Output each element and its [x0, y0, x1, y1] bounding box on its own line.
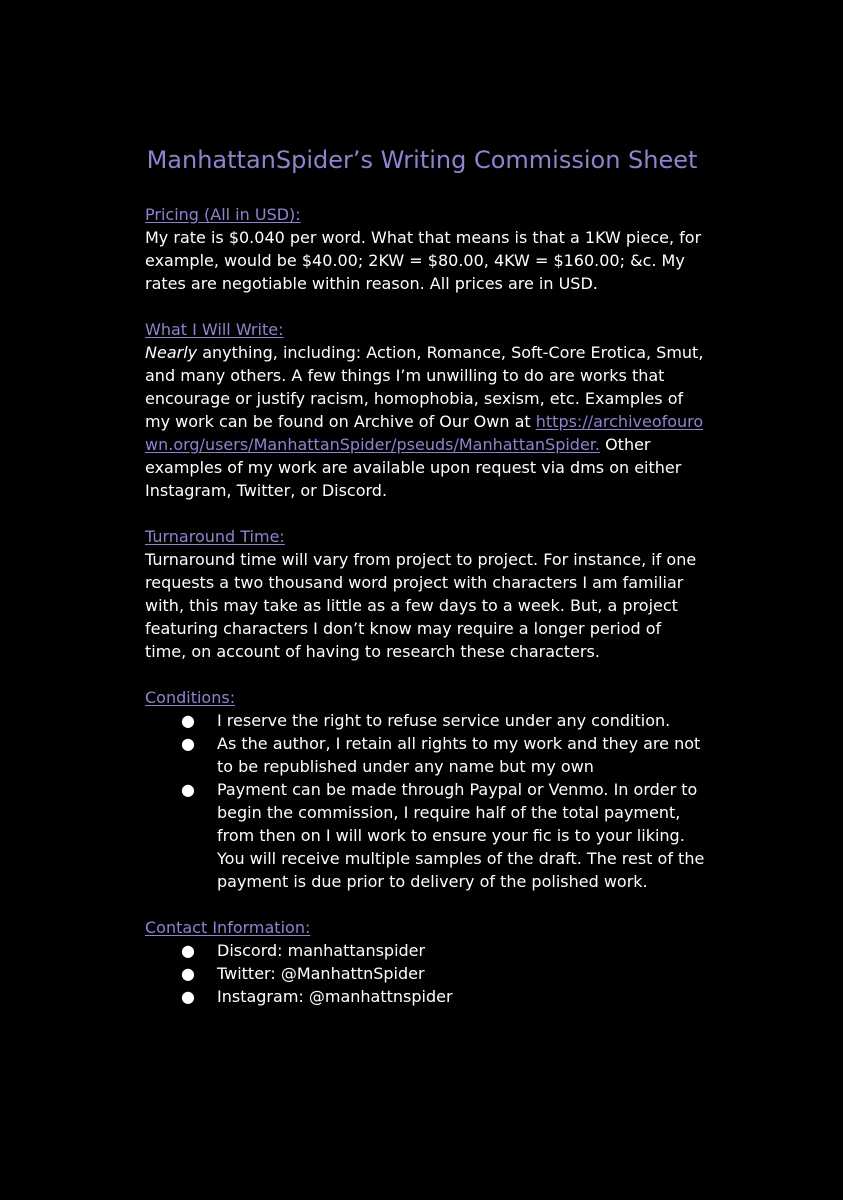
condition-item [145, 778, 705, 893]
bullet-icon: ● [181, 711, 195, 730]
bullet-icon: ● [181, 941, 195, 960]
contact-list [145, 939, 705, 1008]
pricing-text: My rate is $0.040 per word. What that means is that a 1KW piece, for example, would be $40.00; 2KW = $80.00, 4KW = $160.00; &c. My rates are negotiable within reason. All prices are in USD. [145, 228, 702, 293]
conditions-heading: Conditions: [145, 688, 236, 707]
contact-item-twitter [145, 962, 705, 985]
contact-heading: Contact Information: [145, 918, 311, 937]
bullet-icon: ● [181, 987, 195, 1006]
what-i-will-write-text-part-2: Other examples of my work are available upon request via dms on either Instagram, Twitter, or Discord. [145, 435, 682, 500]
condition-item [145, 732, 705, 778]
contact-text: Twitter: @ManhattnSpider [217, 964, 425, 983]
conditions-section [145, 686, 705, 893]
condition-text: As the author, I retain all rights to my work and they are not to be republished under any name but my own [217, 734, 701, 776]
emphasis-word: Nearly [145, 343, 198, 362]
turnaround-heading: Turnaround Time: [145, 527, 285, 546]
what-i-will-write-heading: What I Will Write: [145, 320, 284, 339]
commission-sheet [145, 140, 705, 1008]
turnaround-text: Turnaround time will vary from project to project. For instance, if one requests a two thousand word project with characters I am familiar with, this may take as little as a few days to a week. But, a project featuring characters I don’t know may require a longer period of time, on account of having to research these characters. [145, 550, 697, 661]
condition-item [145, 709, 705, 732]
condition-text: Payment can be made through Paypal or Venmo. In order to begin the commission, I require half of the total payment, from then on I will work to ensure your fic is to your liking. You will receive multiple samples of the draft. The rest of the payment is due prior to delivery of the polished work. [217, 780, 705, 891]
what-i-will-write-text [145, 341, 705, 502]
pricing-heading: Pricing (All in USD): [145, 205, 301, 224]
contact-text: Discord: manhattanspider [217, 941, 426, 960]
contact-section [145, 916, 705, 1008]
contact-item-instagram [145, 985, 705, 1008]
page-title: ManhattanSpider’s Writing Commission Sheet [146, 146, 698, 174]
conditions-list [145, 709, 705, 893]
what-i-will-write-text-part-1: anything, including: Action, Romance, Soft-Core Erotica, Smut, and many others. A few things I’m unwilling to do are works that encourage or justify racism, homophobia, sexism, etc. Examples of my work can be found on Archive of Our Own at [145, 343, 704, 431]
bullet-icon: ● [181, 734, 195, 753]
what-i-will-write-section [145, 318, 705, 502]
pricing-section [145, 203, 705, 295]
condition-text: I reserve the right to refuse service under any condition. [217, 711, 671, 730]
contact-text: Instagram: @manhattnspider [217, 987, 453, 1006]
turnaround-section [145, 525, 705, 663]
bullet-icon: ● [181, 780, 195, 799]
bullet-icon: ● [181, 964, 195, 983]
archive-of-our-own-link[interactable]: https://archiveofourown.org/users/ManhattanSpider/pseuds/ManhattanSpider. [145, 412, 704, 454]
contact-item-discord [145, 939, 705, 962]
